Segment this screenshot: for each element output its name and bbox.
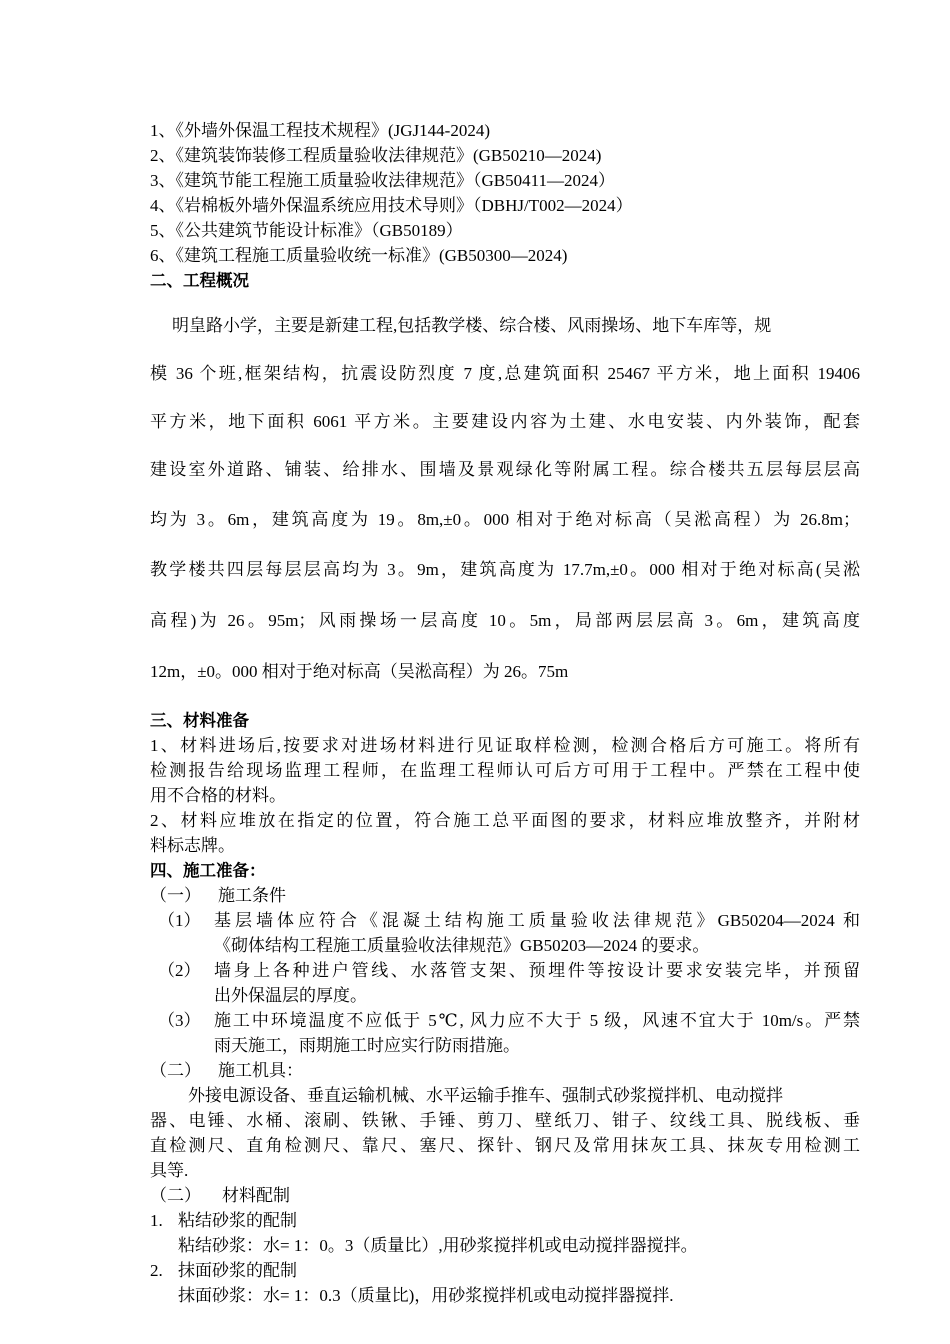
overview-line: 12m，±0。000 相对于绝对标高（吴淞高程）为 26。75m xyxy=(150,662,569,681)
condition-number: （2） xyxy=(158,961,201,980)
subsection-label: （一） xyxy=(150,886,201,905)
condition-number: （1） xyxy=(158,911,201,930)
tools-line: 直检测尺、直角检测尺、靠尺、塞尺、探针、钢尺及常用抹灰工具、抹灰专用检测工 xyxy=(150,1136,860,1155)
condition-line: 雨天施工，雨期施工时应实行防雨措施。 xyxy=(214,1036,520,1055)
reference-item: 3、《建筑节能工程施工质量验收法律规范》（GB50411—2024） xyxy=(150,171,615,190)
materials-line: 2、材料应堆放在指定的位置，符合施工总平面图的要求，材料应堆放整齐，并附材 xyxy=(150,811,860,830)
reference-item: 4、《岩棉板外墙外保温系统应用技术导则》（DBHJ/T002—2024） xyxy=(150,196,633,215)
section-heading-preparation: 四、施工准备： xyxy=(150,861,266,880)
overview-line: 明皇路小学，主要是新建工程,包括教学楼、综合楼、风雨操场、地下车库等，规 xyxy=(172,316,772,335)
subsection-title: 施工条件 xyxy=(218,886,286,905)
materials-line: 检测报告给现场监理工程师，在监理工程师认可后方可用于工程中。严禁在工程中使 xyxy=(150,761,860,780)
condition-line: 墙身上各种进户管线、水落管支架、预埋件等按设计要求安装完毕，并预留 xyxy=(214,961,860,980)
materials-line: 料标志牌。 xyxy=(150,836,235,855)
tools-line: 具等. xyxy=(150,1161,189,1180)
reference-item: 1、《外墙外保温工程技术规程》(JGJ144-2024) xyxy=(150,121,490,140)
overview-line: 建设室外道路、铺装、给排水、围墙及景观绿化等附属工程。综合楼共五层每层层高 xyxy=(150,460,860,479)
condition-line: 基层墙体应符合《混凝土结构施工质量验收法律规范》GB50204—2024 和 xyxy=(214,911,860,930)
condition-line: 施工中环境温度不应低于 5℃, 风力应不大于 5 级，风速不宜大于 10m/s。严禁 xyxy=(214,1011,860,1030)
condition-line: 《砌体结构工程施工质量验收法律规范》GB50203—2024 的要求。 xyxy=(214,936,710,955)
overview-line: 平方米，地下面积 6061 平方米。主要建设内容为土建、水电安装、内外装饰，配套 xyxy=(150,412,860,431)
overview-line: 模 36 个班,框架结构，抗震设防烈度 7 度,总建筑面积 25467 平方米，地上面积 19406 xyxy=(150,364,860,383)
subsection-label: （二） xyxy=(150,1061,201,1080)
condition-line: 出外保温层的厚度。 xyxy=(214,986,367,1005)
section-heading-materials: 三、材料准备 xyxy=(150,711,249,730)
reference-item: 2、《建筑装饰装修工程质量验收法律规范》(GB50210—2024) xyxy=(150,146,602,165)
subsection-title: 施工机具： xyxy=(218,1061,303,1080)
mix-number: 1. xyxy=(150,1211,163,1230)
reference-item: 5、《公共建筑节能设计标准》（GB50189） xyxy=(150,221,463,240)
mix-title: 粘结砂浆的配制 xyxy=(178,1211,297,1230)
condition-number: （3） xyxy=(158,1011,201,1030)
mix-number: 2. xyxy=(150,1261,163,1280)
reference-item: 6、《建筑工程施工质量验收统一标准》(GB50300—2024) xyxy=(150,246,568,265)
overview-line: 教学楼共四层每层层高均为 3。9m，建筑高度为 17.7m,±0。000 相对于绝对标高(吴淞 xyxy=(150,560,860,579)
mix-description: 抹面砂浆：水= 1：0.3（质量比)，用砂浆搅拌机或电动搅拌器搅拌. xyxy=(178,1286,674,1305)
tools-line: 外接电源设备、垂直运输机械、水平运输手推车、强制式砂浆搅拌机、电动搅拌 xyxy=(188,1086,783,1105)
materials-line: 用不合格的材料。 xyxy=(150,786,286,805)
overview-line: 均为 3。6m，建筑高度为 19。8m,±0。000 相对于绝对标高（吴淞高程）为 26.8m； xyxy=(150,510,860,529)
mix-title: 抹面砂浆的配制 xyxy=(178,1261,297,1280)
materials-line: 1、材料进场后,按要求对进场材料进行见证取样检测，检测合格后方可施工。将所有 xyxy=(150,736,860,755)
overview-line: 高程)为 26。95m；风雨操场一层高度 10。5m，局部两层层高 3。6m，建筑高度 xyxy=(150,611,860,630)
subsection-label: （二） xyxy=(150,1186,201,1205)
subsection-title: 材料配制 xyxy=(222,1186,290,1205)
section-heading-overview: 二、工程概况 xyxy=(150,271,249,290)
tools-line: 器、电锤、水桶、滚刷、铁锹、手锤、剪刀、壁纸刀、钳子、纹线工具、脱线板、垂 xyxy=(150,1111,860,1130)
mix-description: 粘结砂浆：水= 1：0。3（质量比）,用砂浆搅拌机或电动搅拌器搅拌。 xyxy=(178,1236,698,1255)
